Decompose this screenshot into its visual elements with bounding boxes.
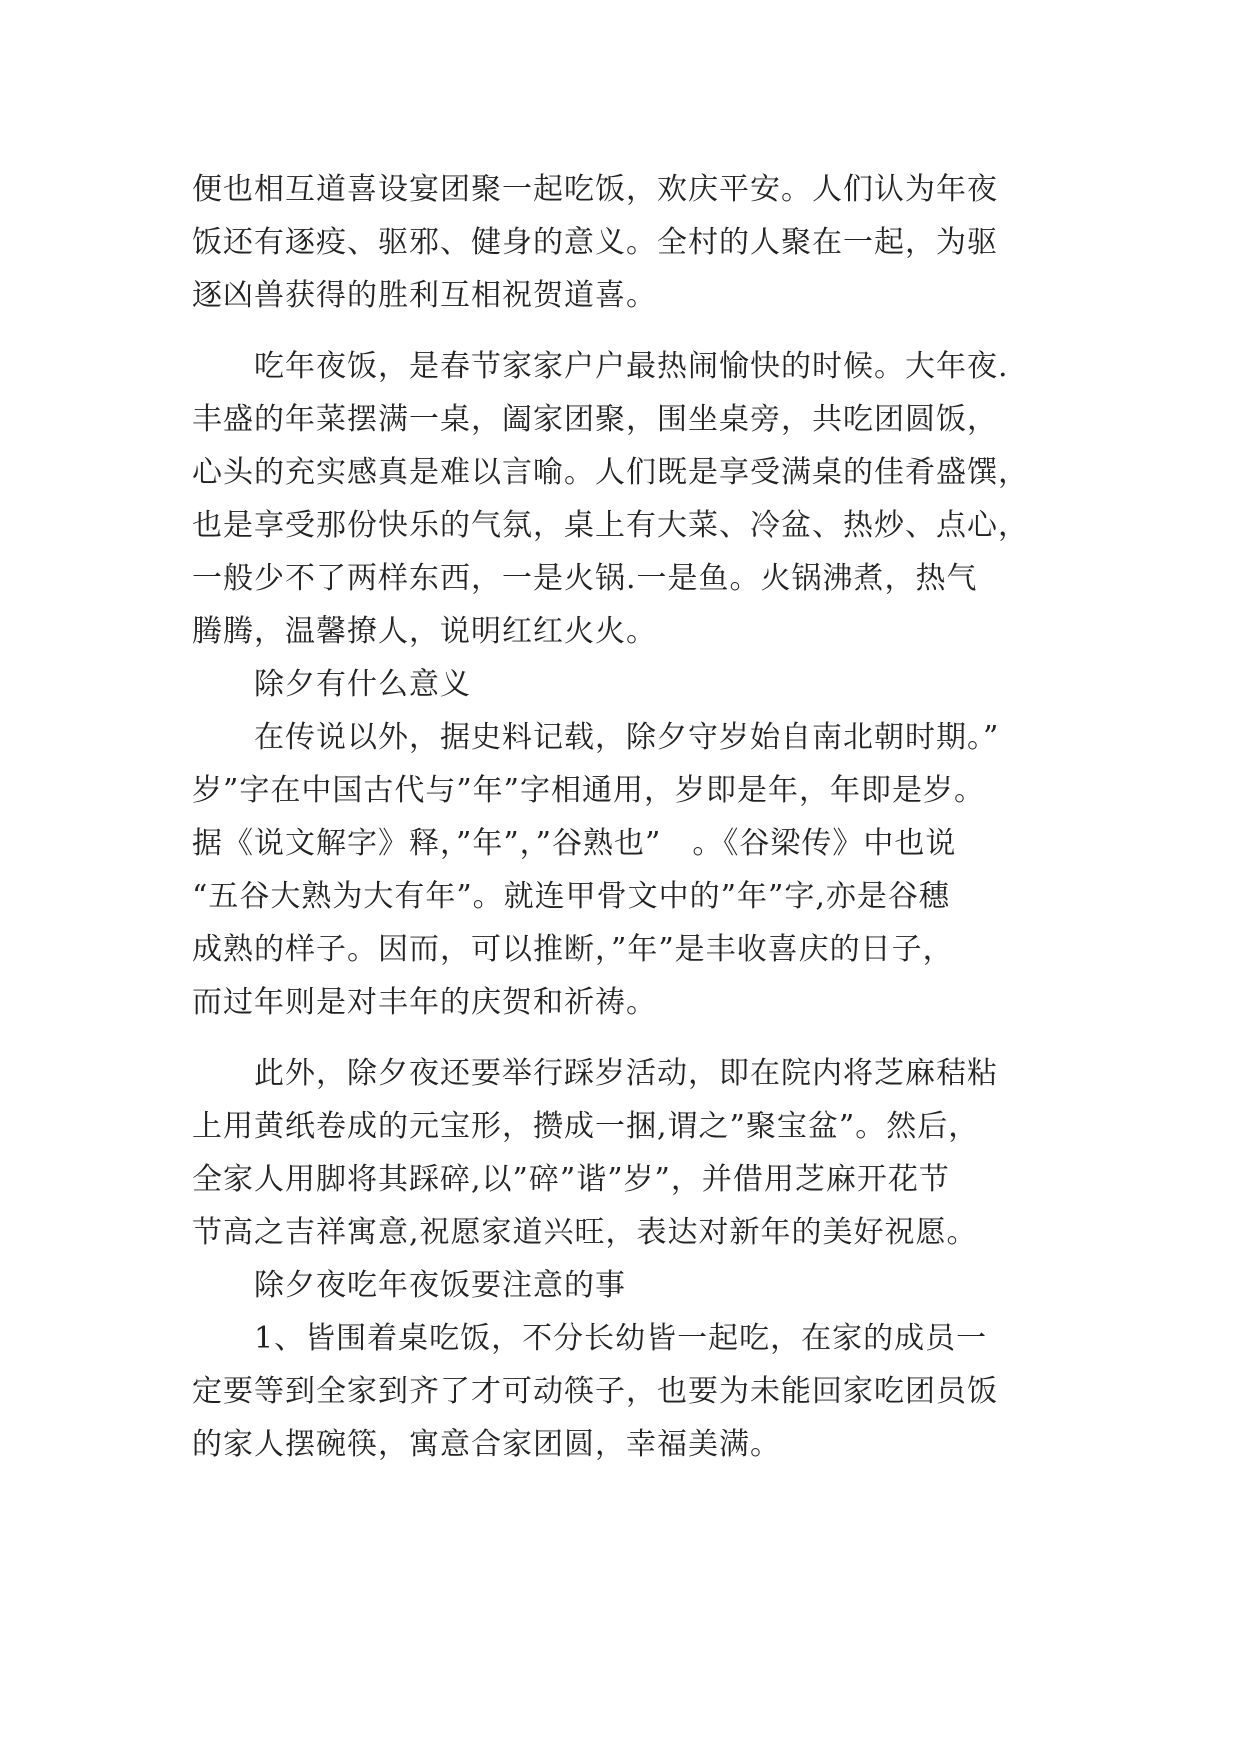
document-body — [192, 163, 1052, 1471]
text-line: 逐凶兽获得的胜利互相祝贺道喜。 — [192, 278, 657, 313]
text-line: 全家人用脚将其踩碎,以”碎”谐”岁”，并借用芝麻开花节 — [192, 1162, 950, 1197]
paragraph-start-line: 此外，除夕夜还要举行踩岁活动，即在院内将芝麻秸粘 — [254, 1056, 998, 1091]
paragraph-start-line: 吃年夜饭，是春节家家户户最热闹愉快的时候。大年夜. — [254, 349, 1009, 384]
text-line: 据《说文解字》释，”年”，”谷熟也” 。《谷梁传》中也说 — [192, 826, 957, 861]
section-heading: 除夕有什么意义 — [254, 667, 471, 702]
text-line: 的家人摆碗筷，寓意合家团圆，幸福美满。 — [192, 1427, 781, 1462]
paragraph-start-line: 1、皆围着桌吃饭，不分长幼皆一起吃，在家的成员一 — [254, 1321, 988, 1356]
text-line: 成熟的样子。因而，可以推断，”年”是丰收喜庆的日子， — [192, 932, 954, 967]
text-line: 丰盛的年菜摆满一桌，阖家团聚，围坐桌旁，共吃团圆饭， — [192, 402, 998, 437]
text-line: 心头的充实感真是难以言喻。人们既是享受满桌的佳肴盛馔， — [192, 455, 1029, 490]
text-line: 岁”字在中国古代与”年”字相通用，岁即是年，年即是岁。 — [192, 773, 986, 808]
text-line: 定要等到全家到齐了才可动筷子，也要为未能回家吃团员饭 — [192, 1374, 998, 1409]
section-heading: 除夕夜吃年夜饭要注意的事 — [254, 1268, 626, 1303]
text-line: 而过年则是对丰年的庆贺和祈祷。 — [192, 985, 657, 1020]
text-line: 也是享受那份快乐的气氛，桌上有大菜、冷盆、热炒、点心， — [192, 508, 1029, 543]
text-line: 一般少不了两样东西，一是火锅.一是鱼。火锅沸煮，热气 — [192, 561, 978, 596]
text-line: 饭还有逐疫、驱邪、健身的意义。全村的人聚在一起，为驱 — [192, 225, 998, 260]
text-line: 上用黄纸卷成的元宝形，攒成一捆,谓之”聚宝盆”。然后， — [192, 1109, 980, 1144]
text-line: 节高之吉祥寓意,祝愿家道兴旺，表达对新年的美好祝愿。 — [192, 1215, 978, 1250]
text-line: 腾腾，温馨撩人，说明红红火火。 — [192, 614, 657, 649]
text-line: 便也相互道喜设宴团聚一起吃饭，欢庆平安。人们认为年夜 — [192, 172, 998, 207]
paragraph-start-line: 在传说以外，据史料记载，除夕守岁始自南北朝时期。” — [254, 720, 1000, 755]
text-line: “五谷大熟为大有年”。就连甲骨文中的”年”字,亦是谷穗 — [192, 879, 950, 914]
